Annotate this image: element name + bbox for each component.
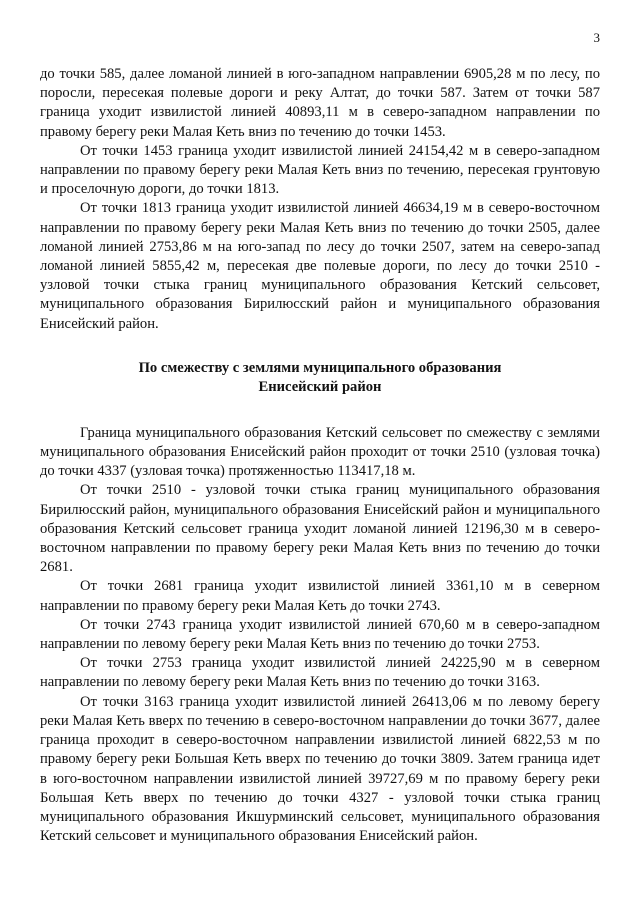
paragraph: От точки 1453 граница уходит извилистой линией 24154,42 м в северо-западном направлении по правому берегу реки Малая Кеть вниз по течению, пересекая грунтовую и проселочную дороги, до точки 1813. — [40, 142, 600, 198]
paragraph: Граница муниципального образования Кетский сельсовет по смежеству с землями муниципального образования Енисейский район проходит от точки 2510 (узловая точка) до точки 4337 (узловая точка) протяженностью 113417,18 м. — [40, 424, 600, 480]
paragraph: От точки 3163 граница уходит извилистой линией 26413,06 м по левому берегу реки Малая Кеть вверх по течению в северо-восточном направлении до точки 3677, далее граница проходит в северо-восточном направлении извилистой линией 6822,53 м по правому берегу реки Большая Кеть вверх по течению до точки 3809. Затем граница идет в юго-восточном направлении извилистой линией 39727,69 м по правому берегу реки Большая Кеть вверх по течению до точки 4327 - узловой точки стыка границ муниципального образования Икшурминский сельсовет, муниципального образования Кетский сельсовет и муниципального образования Енисейский район. — [40, 693, 600, 845]
paragraph: От точки 2743 граница уходит извилистой линией 670,60 м в северо-западном направлении по левому берегу реки Малая Кеть вниз по течению до точки 2753. — [40, 616, 600, 653]
paragraph: От точки 2753 граница уходит извилистой линией 24225,90 м в северном направлении по левому берегу реки Малая Кеть вниз по течению до точки 3163. — [40, 655, 600, 691]
section-heading — [40, 359, 600, 397]
section-heading-line: По смежеству с землями муниципального образования — [138, 359, 502, 376]
paragraph-continuation: до точки 585, далее ломаной линией в юго-западном направлении 6905,28 м по лесу, по поросли, пересекая полевые дороги и реку Алтат, до точки 587. Затем от точки 587 граница уходит извилистой линией 40893,11 м в северо-западном направлении по правому берегу реки Малая Кеть вниз по течению до точки 1453. — [40, 66, 600, 140]
paragraph: От точки 2510 - узловой точки стыка границ муниципального образования Бирилюсский район, муниципального образования Енисейский район и муниципального образования Кетский сельсовет граница уходит ломаной линией 12196,30 м в северо-восточном направлении по правому берегу реки Малая Кеть вниз по течению до точки 2681. — [40, 482, 600, 576]
paragraph: От точки 2681 граница уходит извилистой линией 3361,10 м в северном направлении по правому берегу реки Малая Кеть до точки 2743. — [40, 578, 600, 614]
section-heading-line: Енисейский район — [258, 378, 382, 395]
document-body — [40, 65, 600, 846]
paragraph: От точки 1813 граница уходит извилистой линией 46634,19 м в северо-восточном направлении по правому берегу реки Малая Кеть вниз по течению до точки 2505, далее ломаной линией 2753,86 м на юго-запад по лесу до точки 2507, затем на северо-запад ломаной линией 5855,42 м, пересекая две полевые дороги, по лесу до точки 2510 - узловой точки стыка границ муниципального образования Кетский сельсовет, муниципального образования Бирилюсский район и муниципального образования Енисейский район. — [40, 200, 600, 332]
page-number: 3 — [593, 30, 600, 45]
